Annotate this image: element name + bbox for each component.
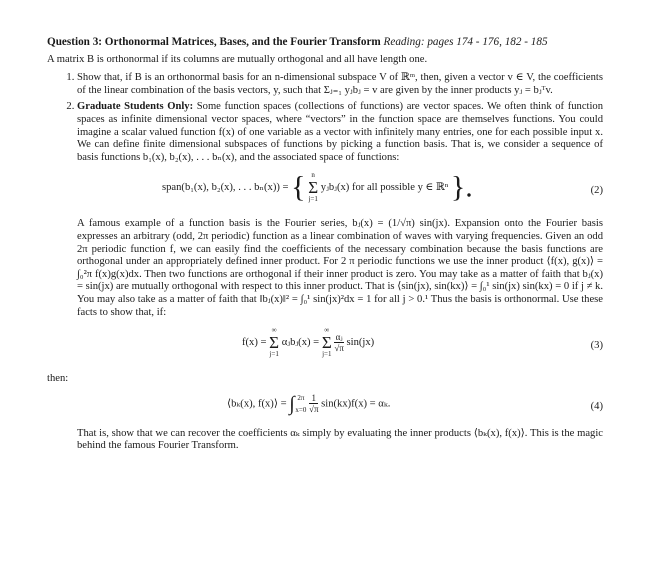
eq3-sum-1 <box>269 326 279 359</box>
eq3-frac-den: √π <box>334 343 344 354</box>
reading-reference: Reading: pages 174 - 176, 182 - 185 <box>383 36 548 48</box>
eq4-int-top: 2π <box>297 393 305 402</box>
problem-2-text-b: A famous example of a function basis is the Fourier series, bⱼ(x) = (1/√π) sin(jx). Expansion onto the Fourier basis expresses an arbitrary (odd, 2π periodic) function as a linear combination of waves with varying frequencies. Given an odd 2π periodic function f, we can easily find the coefficients of the necessary combination because the basis functions are orthogonal under an appropriately defined inner product. For 2 π periodic functions we use the inner product ⟨f(x), g(x)⟩ = ∫₀²π f(x)g(x)dx. Then two functions are orthogonal if their inner product is zero. You may take as a matter of faith that bⱼ(x) = sin(jx) are mutually orthogonal with respect to this inner product. That is ⟨sin(jx), sin(kx)⟩ = ∫₀¹ sin(jx) sin(kx) = 0 if j ≠ k. You may also take as a matter of faith that ‖bⱼ(x)‖² = ∫₀¹ sin(jx)²dx = 1 for all j > 0.¹ Thus the basis is orthonormal. Use these facts to show that, if: <box>77 218 603 318</box>
eq4-int-bottom: x=0 <box>295 405 307 414</box>
problem-list <box>47 72 603 453</box>
question-page <box>47 36 603 453</box>
eq3-sum-2 <box>322 326 332 359</box>
equation-3 <box>77 326 603 366</box>
eq2-lhs: span(b₁(x), b₂(x), . . . bₙ(x)) = <box>162 182 289 194</box>
problem-item-1 <box>77 72 603 97</box>
equation-2 <box>77 171 603 211</box>
graduate-label: Graduate Students Only: <box>77 101 194 113</box>
equation-4-number: (4) <box>590 400 603 412</box>
intro-text: A matrix B is orthonormal if its columns are mutually orthogonal and all have length one. <box>47 53 428 65</box>
eq3-fraction <box>334 332 343 353</box>
eq3-lhs: f(x) = <box>242 337 267 349</box>
eq4-int-limits <box>295 392 306 416</box>
sigma-symbol: Σ <box>321 333 332 353</box>
equation-4 <box>77 392 603 422</box>
eq4-rhs: sin(kx)f(x) = αₖ. <box>321 398 391 410</box>
eq4-frac-num: 1 <box>309 393 318 404</box>
eq2-sum-top: n <box>311 171 315 180</box>
equation-3-number: (3) <box>590 340 603 352</box>
sigma-symbol: Σ <box>269 333 280 353</box>
eq2-open-brace: { <box>291 170 306 204</box>
eq2-close-brace: }. <box>450 170 473 204</box>
problem-1-text: Show that, if B is an orthonormal basis for an n-dimensional subspace V of ℝᵐ, then, given a vector v ∈ V, the coefficients of the linear combination of the basis vectors, y, such that Σⱼ₌₁ yⱼbⱼ = v are given by the inner products yⱼ = bⱼᵀv. <box>77 72 603 96</box>
equation-3-body <box>242 326 374 359</box>
problem-2-text-c: That is, show that we can recover the coefficients αₖ simply by evaluating the inner products ⟨bₖ(x), f(x)⟩. This is the magic behind the famous Fourier Transform. <box>77 427 603 452</box>
eq4-fraction <box>309 393 318 414</box>
eq3-rhs: sin(jx) <box>346 337 375 349</box>
eq3-sum-1-top: ∞ <box>271 326 277 335</box>
eq2-sum <box>308 171 318 204</box>
eq3-sum-2-top: ∞ <box>324 326 330 335</box>
question-heading: Question 3: Orthonormal Matrices, Bases, and the Fourier Transform <box>47 36 381 48</box>
problem-2-text-a: Some function spaces (collections of functions) are vector spaces. We often think of function spaces as infinite dimensional vector spaces, where “vectors” in the function space are themselves functions. You could imagine a scalar valued function f(x) of one variable as a vector with infinitely many entries, one for each possible input x. We can define finite dimensional subspaces of functions by picking a function basis. That is, we consider a sequence of basis functions b₁(x), b₂(x), . . . bₙ(x), and the associated space of functions: <box>77 101 603 163</box>
problem-item-2 <box>47 101 603 453</box>
eq2-body: yⱼbⱼ(x) for all possible y ∈ ℝⁿ <box>320 182 449 194</box>
eq3-frac-num: αⱼ <box>335 332 343 343</box>
then-label: then: <box>47 373 69 385</box>
eq3-mid: αⱼbⱼ(x) = <box>281 337 320 349</box>
eq4-frac-den: √π <box>309 404 319 415</box>
integral-symbol: ∫ <box>289 392 295 415</box>
question-title <box>47 36 603 49</box>
equation-2-body <box>162 171 473 204</box>
sigma-symbol: Σ <box>308 178 319 198</box>
eq3-sum-2-bottom: j=1 <box>322 350 332 359</box>
eq4-lhs: ⟨bₖ(x), f(x)⟩ = <box>227 398 287 410</box>
eq2-sum-bottom: j=1 <box>308 195 318 204</box>
equation-4-body <box>227 392 390 416</box>
eq3-sum-1-bottom: j=1 <box>269 350 279 359</box>
equation-2-number: (2) <box>590 185 603 197</box>
